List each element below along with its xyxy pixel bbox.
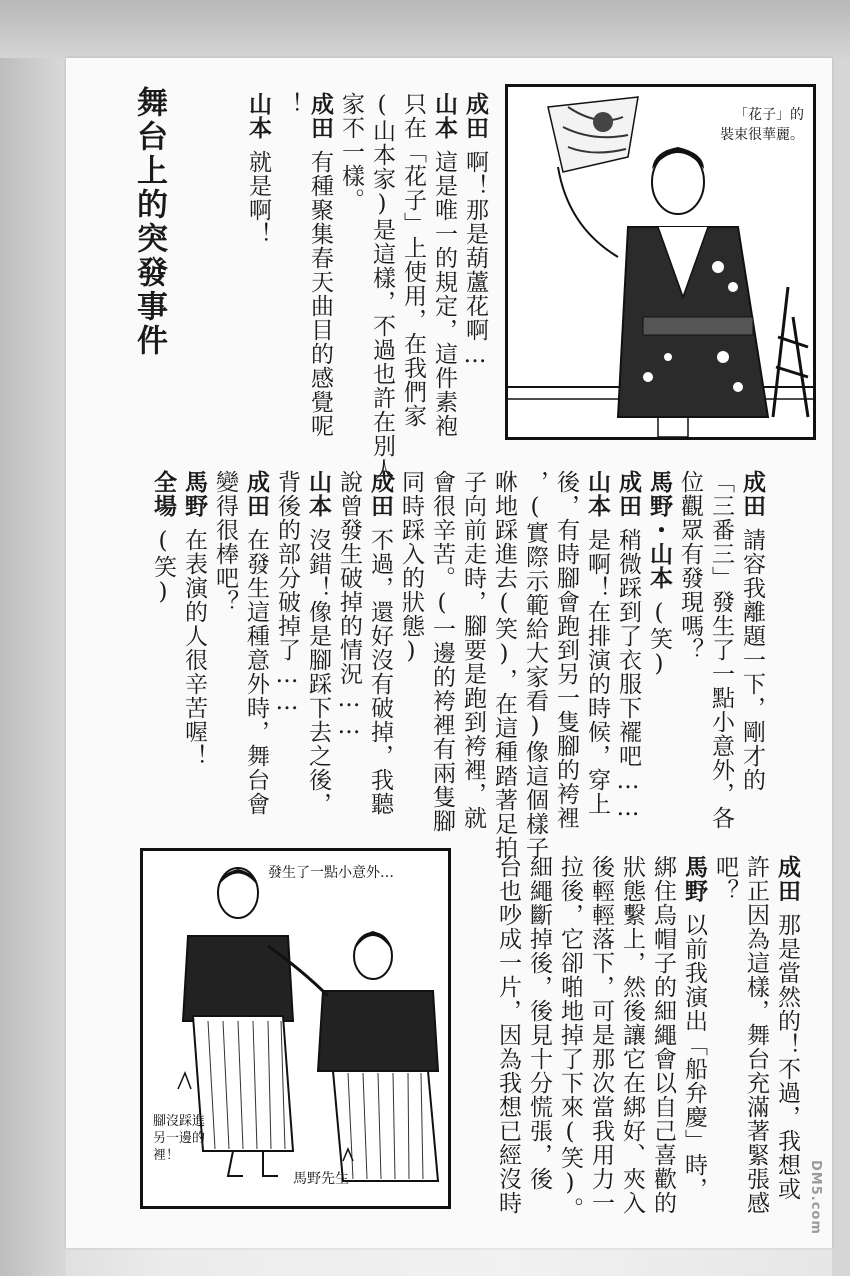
- speaker-name: 成田: [774, 855, 800, 903]
- dialogue-text: 在表演的人很辛苦喔！: [181, 528, 207, 768]
- bottom-panel-caption: 發生了一點小意外…: [268, 865, 394, 881]
- dialogue-column: [735, 470, 768, 792]
- dialogue-column: [518, 470, 551, 860]
- illustration-bottom: [140, 848, 451, 1209]
- speaker-name: 成田: [243, 470, 269, 518]
- site-watermark: DM5.com: [808, 1160, 823, 1235]
- dialogue-text: 子向前走時，腳要是跑到袴裡，就: [460, 470, 486, 830]
- dialogue-column: [491, 855, 524, 1215]
- dialogue-text: 啊！那是葫蘆花啊…: [462, 150, 488, 369]
- dialogue-text: 同時踩入的狀態): [398, 470, 424, 665]
- scan-left-shadow: [0, 58, 66, 1276]
- scan-top-shadow: [0, 0, 850, 58]
- dialogue-column: [580, 470, 613, 816]
- dialogue-column: [332, 470, 365, 740]
- top-panel-caption: [686, 105, 804, 145]
- dialogue-column: [646, 855, 679, 1215]
- dialogue-column: [458, 92, 491, 369]
- dialogue-text: ！: [276, 92, 302, 116]
- dialogue-text: 咻地踩進去(笑)，在這種踏著足拍: [491, 470, 517, 860]
- dialogue-column: [487, 470, 520, 860]
- dialogue-text: 請容我離題一下，剛才的: [739, 528, 765, 792]
- dialogue-column: [334, 92, 367, 212]
- dialogue-column: [704, 470, 737, 830]
- speaker-name: 山本: [431, 92, 457, 140]
- dialogue-column: [522, 855, 555, 1191]
- dialogue-text: 這是唯一的規定，這件素袍: [431, 150, 457, 438]
- dialogue-text: 台也吵成一片，因為我想已經沒時: [495, 855, 521, 1215]
- dialogue-text: 後，有時腳會跑到另一隻腳的袴裡: [553, 470, 579, 830]
- dialogue-text: 有種聚集春天曲目的感覺呢: [307, 150, 333, 438]
- note-line: 另一邊的: [153, 1131, 206, 1146]
- dialogue-text: ，(實際示範給大家看)像這個樣子: [522, 470, 548, 860]
- dialogue-column: [549, 470, 582, 830]
- dialogue-column: [611, 470, 644, 822]
- dialogue-column: [270, 470, 303, 716]
- dialogue-column: [272, 92, 305, 116]
- speaker-name: 馬野・山本: [646, 470, 672, 590]
- caption-line: 裝束很華麗。: [720, 127, 804, 143]
- dialogue-column: [615, 855, 648, 1215]
- speaker-name: 馬野: [681, 855, 707, 903]
- section-heading: 舞台上的突發事件: [131, 86, 167, 358]
- dialogue-text: 家不一樣。: [338, 92, 364, 212]
- dialogue-column: [239, 470, 272, 816]
- dialogue-text: 稍微踩到了衣服下襬吧……: [615, 528, 641, 822]
- dialogue-column: [303, 92, 336, 438]
- dialogue-text: 後輕輕落下，可是那次當我用力一: [588, 855, 614, 1215]
- dialogue-column: [394, 470, 427, 665]
- dialogue-column: [739, 855, 772, 1215]
- dialogue-text: 狀態繫上，然後讓它在綁好、夾入: [619, 855, 645, 1215]
- dialogue-text: 背後的部分破掉了……: [274, 470, 300, 716]
- dialogue-column: [584, 855, 617, 1215]
- dialogue-text: 不過，還好沒有破掉，我聽: [367, 528, 393, 816]
- dialogue-column: [241, 92, 274, 246]
- dialogue-column: [146, 470, 179, 606]
- dialogue-text: 綁住烏帽子的細繩會以自己喜歡的: [650, 855, 676, 1215]
- dialogue-text: (笑): [646, 600, 672, 678]
- note-line: 裡！: [153, 1148, 180, 1163]
- dialogue-column: [427, 92, 460, 438]
- dialogue-text: 那是當然的！不過，我想或: [774, 913, 800, 1201]
- dialogue-text: 以前我演出「船弁慶」時，: [681, 913, 707, 1201]
- dialogue-column: [363, 470, 396, 816]
- speaker-name: 成田: [307, 92, 333, 140]
- dialogue-column: [553, 855, 586, 1221]
- bottom-panel-label: 馬野先生: [293, 1171, 349, 1187]
- dialogue-text: 說曾發生破掉的情況……: [336, 470, 362, 740]
- caption-line: 「花子」的: [734, 107, 804, 123]
- speaker-name: 山本: [584, 470, 610, 518]
- dialogue-column: [642, 470, 675, 678]
- dialogue-column: [677, 855, 710, 1201]
- dialogue-text: 變得很棒吧？: [212, 470, 238, 614]
- dialogue-column: [365, 92, 398, 482]
- illustration-top: [505, 84, 816, 440]
- speaker-name: 馬野: [181, 470, 207, 518]
- dialogue-text: 吧？: [712, 855, 738, 903]
- note-line: 腳沒踩進: [153, 1114, 206, 1129]
- speaker-name: 全場: [150, 470, 176, 518]
- dialogue-text: 就是啊！: [245, 150, 271, 246]
- speaker-name: 山本: [245, 92, 271, 140]
- dialogue-column: [208, 470, 241, 614]
- speaker-name: 成田: [367, 470, 393, 518]
- bottom-panel-note: [153, 1113, 205, 1164]
- dialogue-column: [177, 470, 210, 768]
- dialogue-column: [425, 470, 458, 833]
- dialogue-text: 「三番三」發生了一點小意外，各: [708, 470, 734, 830]
- dialogue-text: 拉後，它卻啪地掉了下來(笑)。: [557, 855, 583, 1221]
- dialogue-text: 細繩斷掉後，後見十分慌張，後: [526, 855, 552, 1191]
- speaker-name: 成田: [462, 92, 488, 140]
- dialogue-text: (山本家)是這樣，不過也許在別人: [369, 92, 395, 482]
- dialogue-column: [770, 855, 803, 1201]
- dialogue-column: [396, 92, 429, 428]
- dialogue-text: 許正因為這樣，舞台充滿著緊張感: [743, 855, 769, 1215]
- scan-right-shadow: [832, 58, 850, 1276]
- dialogue-column: [673, 470, 706, 662]
- speaker-name: 山本: [305, 470, 331, 518]
- speaker-name: 成田: [739, 470, 765, 518]
- dialogue-column: [301, 470, 334, 816]
- dialogue-text: 只在「花子」上使用，在我們家: [400, 92, 426, 428]
- dialogue-text: (笑): [150, 528, 176, 606]
- dialogue-text: 沒錯！像是腳踩下去之後，: [305, 528, 331, 816]
- dialogue-text: 是啊！在排演的時候，穿上: [584, 528, 610, 816]
- speaker-name: 成田: [615, 470, 641, 518]
- dialogue-column: [456, 470, 489, 830]
- dialogue-column: [708, 855, 741, 903]
- dialogue-text: 會很辛苦。(一邊的袴裡有兩隻腳: [429, 470, 455, 833]
- dialogue-text: 位觀眾有發現嗎？: [677, 470, 703, 662]
- dialogue-text: 在發生這種意外時，舞台會: [243, 528, 269, 816]
